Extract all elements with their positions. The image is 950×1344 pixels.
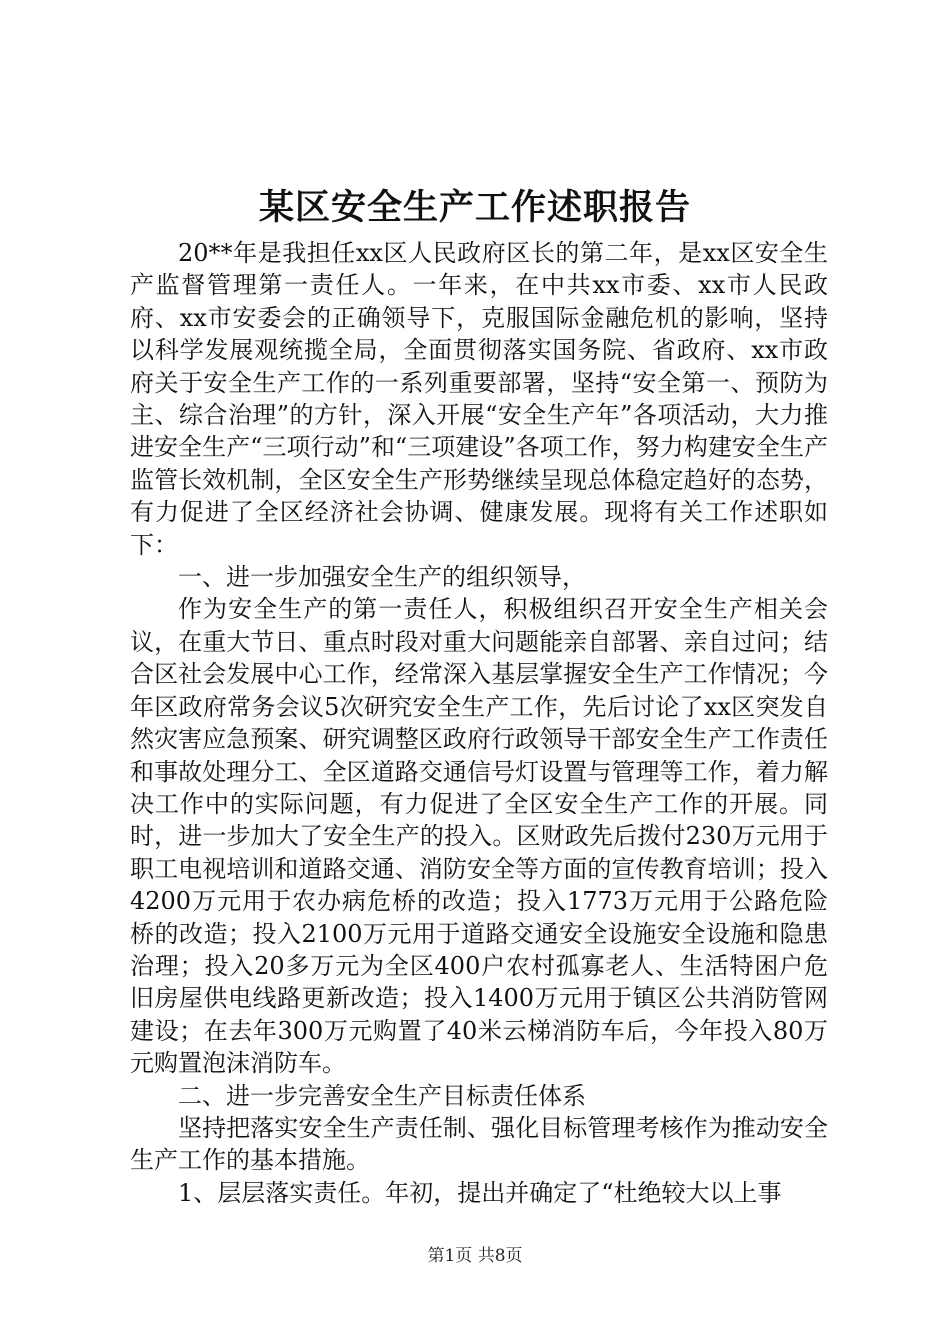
paragraph-item-1: 1、层层落实责任。年初，提出并确定了“杜绝较大以上事 bbox=[178, 1178, 782, 1207]
paragraph-section-1: 作为安全生产的第一责任人，积极组织召开安全生产相关会议，在重大节日、重点时段对重大问题能亲自部署、亲自过问；结合区社会发展中心工作，经常深入基层掌握安全生产工作情况；今年区政府常务会议5次研究安全生产工作，先后讨论了xx区突发自然灾害应急预案、研究调整区政府行政领导干部安全生产工作责任和事故处理分工、全区道路交通信号灯设置与管理等工作，着力解决工作中的实际问题，有力促进了全区安全生产工作的开展。同时，进一步加大了安全生产的投入。区财政先后拨付230万元用于职工电视培训和道路交通、消防安全等方面的宣传教育培训；投入4200万元用于农办病危桥的改造；投入1773万元用于公路危险桥的改造；投入2100万元用于道路交通安全设施安全设施和隐患治理；投入20多万元为全区400户农村孤寡老人、生活特困户危旧房屋供电线路更新改造；投入1400万元用于镇区公共消防管网建设；在去年300万元购置了40米云梯消防车后，今年投入80万元购置泡沫消防车。 bbox=[130, 595, 828, 1078]
page-number-footer: 第1页 共8页 bbox=[427, 1246, 523, 1266]
section-heading-2: 二、进一步完善安全生产目标责任体系 bbox=[178, 1081, 586, 1110]
section-heading-1: 一、进一步加强安全生产的组织领导， bbox=[178, 563, 586, 592]
document-body bbox=[130, 237, 828, 1209]
paragraph-intro: 20**年是我担任xx区人民政府区长的第二年，是xx区安全生产监督管理第一责任人。一年来，在中共xx市委、xx市人民政府、xx市安委会的正确领导下，克服国际金融危机的影响，坚持以科学发展观统揽全局，全面贯彻落实国务院、省政府、xx市政府关于安全生产工作的一系列重要部署，坚持“安全第一、预防为主、综合治理”的方针，深入开展“安全生产年”各项活动，大力推进安全生产“三项行动”和“三项建设”各项工作，努力构建安全生产监管长效机制，全区安全生产形势继续呈现总体稳定趋好的态势，有力促进了全区经济社会协调、健康发展。现将有关工作述职如下： bbox=[130, 239, 828, 559]
document-title: 某区安全生产工作述职报告 bbox=[258, 187, 691, 228]
paragraph-section-2: 坚持把落实安全生产责任制、强化目标管理考核作为推动安全生产工作的基本措施。 bbox=[130, 1113, 828, 1175]
